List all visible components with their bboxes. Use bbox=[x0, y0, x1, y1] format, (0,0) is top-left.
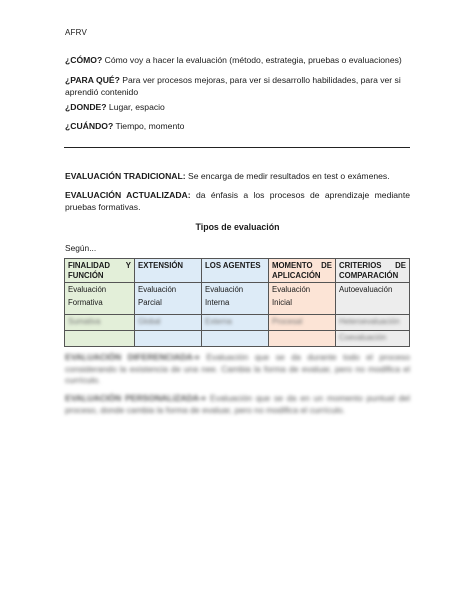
definition-tradicional bbox=[65, 171, 410, 183]
definition-actualizada bbox=[65, 190, 410, 213]
header-momento: MOMENTO DE APLICACIÓN bbox=[269, 259, 336, 283]
header-criterios: CRITERIOS DE COMPARACIÓN bbox=[336, 259, 410, 283]
table-cell: Heteroevaluación bbox=[336, 315, 410, 331]
question-donde bbox=[65, 102, 410, 114]
table-row bbox=[65, 283, 410, 315]
table-row bbox=[65, 331, 410, 347]
question-para-que bbox=[65, 75, 410, 98]
table-row bbox=[65, 315, 410, 331]
types-title: Tipos de evaluación bbox=[195, 222, 280, 232]
table-cell: Externa bbox=[202, 315, 269, 331]
table-cell: Evaluación Inicial bbox=[269, 283, 336, 315]
evaluation-types-table bbox=[64, 258, 410, 347]
definition-label: EVALUACIÓN ACTUALIZADA: bbox=[65, 190, 191, 200]
horizontal-rule bbox=[64, 147, 410, 148]
question-label: ¿CUÁNDO? bbox=[65, 121, 114, 131]
table-cell bbox=[135, 331, 202, 347]
table-cell: Sumativa bbox=[65, 315, 135, 331]
table-cell: Autoevaluación bbox=[336, 283, 410, 315]
question-text: Cómo voy a hacer la evaluación (método, estrategia, pruebas o evaluaciones) bbox=[102, 55, 402, 65]
table-cell: Coevaluación bbox=[336, 331, 410, 347]
header-finalidad: FINALIDAD Y FUNCIÓN bbox=[65, 259, 135, 283]
question-label: ¿PARA QUÉ? bbox=[65, 75, 120, 85]
header-initials: AFRV bbox=[65, 28, 87, 37]
definition-text: Se encarga de medir resultados en test o exámenes. bbox=[185, 171, 390, 181]
table-cell: Evaluación Parcial bbox=[135, 283, 202, 315]
header-agentes: LOS AGENTES bbox=[202, 259, 269, 283]
blurred-paragraph-personalizada bbox=[65, 393, 410, 416]
header-extension: EXTENSIÓN bbox=[135, 259, 202, 283]
question-cuando bbox=[65, 121, 410, 133]
blurred-label: EVALUACIÓN PERSONALIZADA➔ bbox=[65, 393, 207, 403]
table-header-row bbox=[65, 259, 410, 283]
segun-label: Según... bbox=[65, 243, 97, 253]
question-como bbox=[65, 55, 410, 67]
question-text: Para ver procesos mejoras, para ver si desarrollo habilidades, para ver si aprendió contenido bbox=[65, 75, 401, 97]
table-cell bbox=[65, 331, 135, 347]
definition-label: EVALUACIÓN TRADICIONAL: bbox=[65, 171, 186, 181]
blurred-text: Evaluación que se da durante todo el proceso considerando la existencia de una nee. Cambia la forma de evaluar, pero no modifica el currículo. bbox=[65, 352, 410, 385]
table-cell: Global bbox=[135, 315, 202, 331]
question-label: ¿DONDE? bbox=[65, 102, 107, 112]
definition-text: da énfasis a los procesos de aprendizaje mediante pruebas formativas. bbox=[65, 190, 410, 212]
table-cell: Procesal bbox=[269, 315, 336, 331]
table-cell: Evaluación Formativa bbox=[65, 283, 135, 315]
question-label: ¿CÓMO? bbox=[65, 55, 103, 65]
question-text: Tiempo, momento bbox=[113, 121, 185, 131]
table-cell bbox=[269, 331, 336, 347]
blurred-text: Evaluación que se da en un momento puntual del proceso, donde cambia la forma de evaluar, pero no modifica el currículo. bbox=[65, 393, 410, 415]
table-cell: Evaluación Interna bbox=[202, 283, 269, 315]
blurred-label: EVALUACIÓN DIFERENCIADA➔ bbox=[65, 352, 200, 362]
blurred-paragraph-diferenciada bbox=[65, 352, 410, 387]
table-cell bbox=[202, 331, 269, 347]
question-text: Lugar, espacio bbox=[106, 102, 165, 112]
